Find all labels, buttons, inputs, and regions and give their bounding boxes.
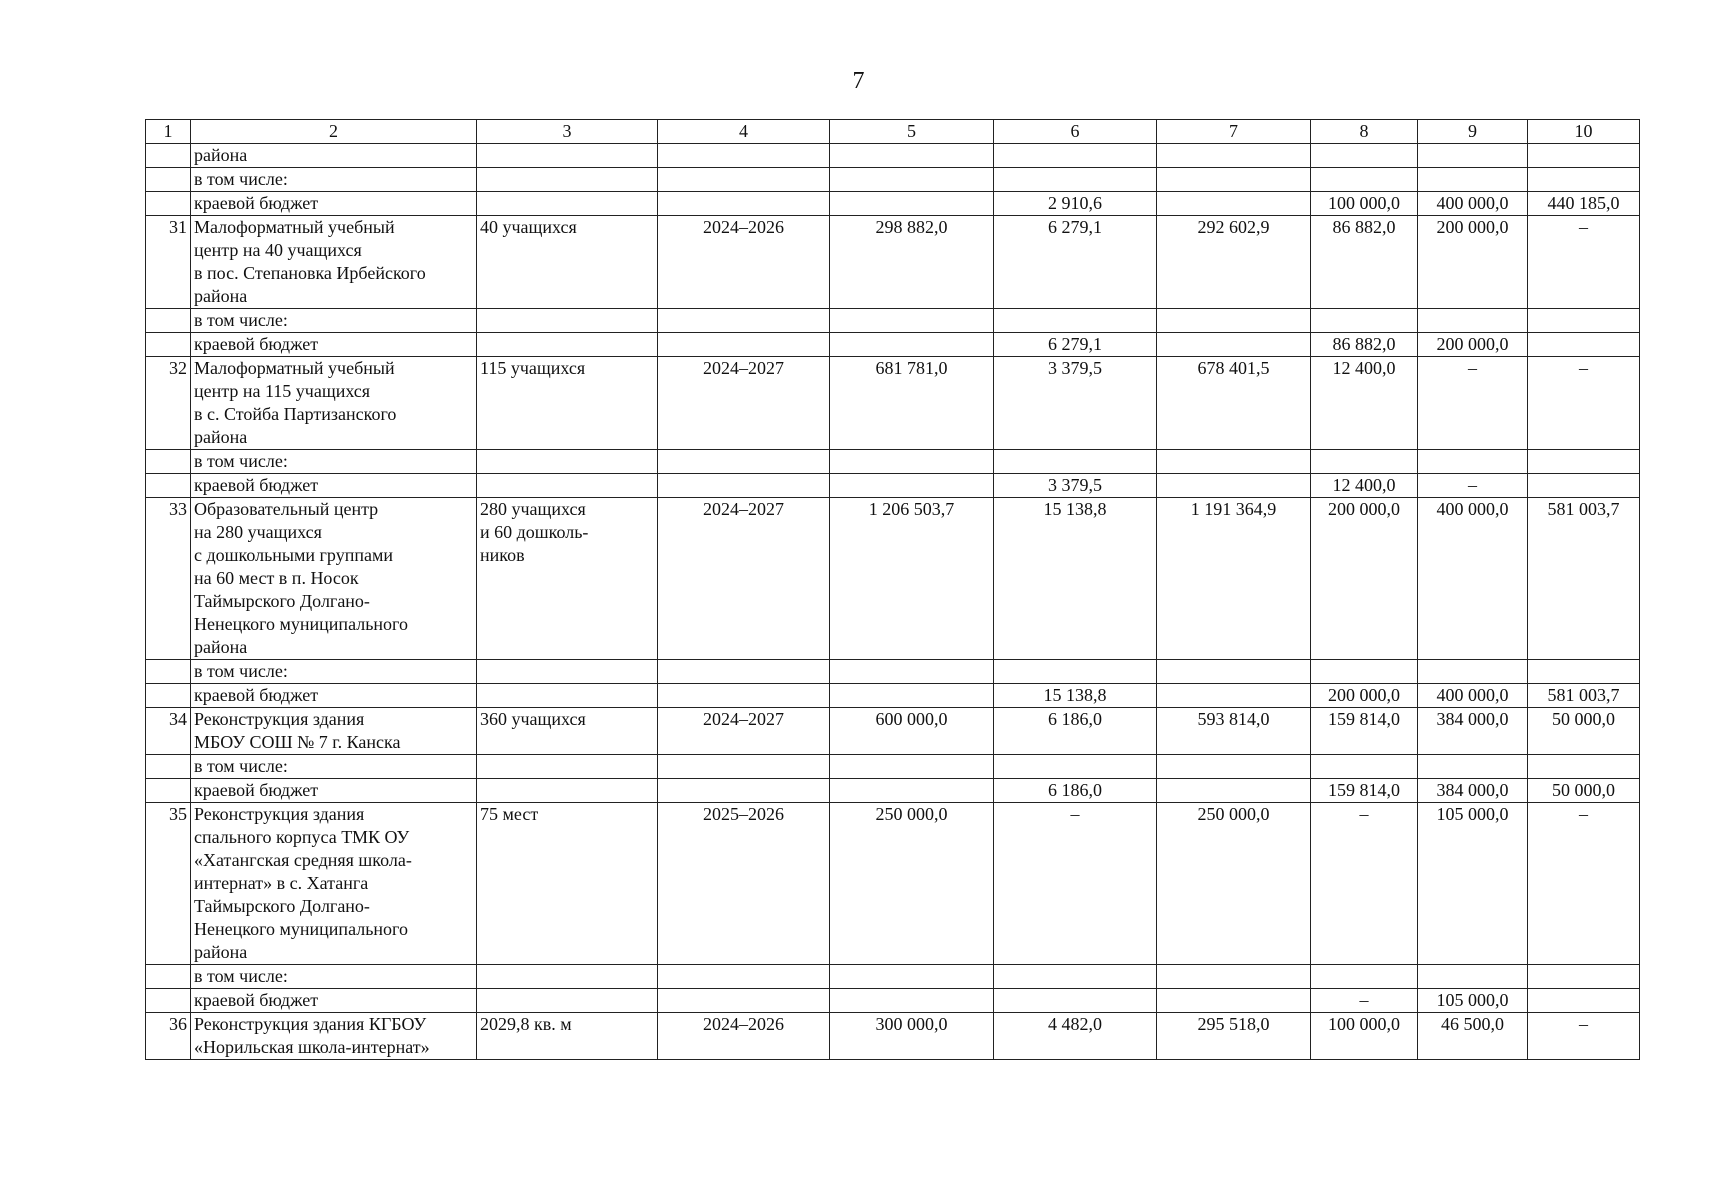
cell-capacity [477,474,658,498]
header-cell: 3 [477,120,658,144]
cell-row-number: 36 [146,1013,191,1060]
cell-capacity: 40 учащихся [477,216,658,309]
cell-remaining: 295 518,0 [1157,1013,1311,1060]
cell-capacity: 75 мест [477,803,658,965]
cell-remaining: 250 000,0 [1157,803,1311,965]
header-cell: 5 [830,120,994,144]
cell-capacity [477,144,658,168]
cell-year-2024: – [1311,803,1418,965]
cell-total-cost [830,309,994,333]
cell-object-name: в том числе: [191,755,477,779]
cell-row-number [146,309,191,333]
cell-object-name: краевой бюджет [191,684,477,708]
cell-remaining: 593 814,0 [1157,708,1311,755]
cell-capacity [477,684,658,708]
cell-total-cost: 298 882,0 [830,216,994,309]
cell-year-2026 [1528,989,1640,1013]
table-row [146,803,1640,965]
cell-year-2025 [1418,965,1528,989]
cell-capacity [477,450,658,474]
cell-period [658,474,830,498]
cell-object-name: Реконструкция здания КГБОУ «Норильская школа-интернат» [191,1013,477,1060]
cell-object-name: краевой бюджет [191,989,477,1013]
cell-capacity [477,192,658,216]
header-cell: 7 [1157,120,1311,144]
header-cell: 6 [994,120,1157,144]
cell-row-number [146,144,191,168]
cell-row-number [146,779,191,803]
cell-remaining [1157,168,1311,192]
table-row [146,333,1640,357]
cell-spent: 6 279,1 [994,333,1157,357]
cell-capacity [477,660,658,684]
cell-year-2025: – [1418,474,1528,498]
cell-total-cost [830,755,994,779]
table-row [146,474,1640,498]
cell-remaining [1157,309,1311,333]
cell-capacity: 115 учащихся [477,357,658,450]
cell-remaining [1157,144,1311,168]
cell-row-number: 31 [146,216,191,309]
table-row [146,989,1640,1013]
cell-remaining: 1 191 364,9 [1157,498,1311,660]
cell-total-cost [830,989,994,1013]
table-row [146,216,1640,309]
cell-year-2026: – [1528,216,1640,309]
cell-capacity [477,965,658,989]
cell-total-cost [830,684,994,708]
header-cell: 1 [146,120,191,144]
cell-period [658,755,830,779]
cell-object-name: Малоформатный учебный центр на 40 учащихся в пос. Степановка Ирбейского района [191,216,477,309]
cell-row-number [146,684,191,708]
cell-capacity [477,309,658,333]
cell-spent: 4 482,0 [994,1013,1157,1060]
cell-year-2025 [1418,309,1528,333]
cell-remaining [1157,333,1311,357]
cell-total-cost [830,168,994,192]
cell-spent: – [994,803,1157,965]
cell-year-2026 [1528,333,1640,357]
table-row [146,755,1640,779]
cell-object-name: краевой бюджет [191,333,477,357]
cell-row-number [146,989,191,1013]
cell-object-name: в том числе: [191,965,477,989]
cell-year-2025: 400 000,0 [1418,684,1528,708]
cell-period: 2025–2026 [658,803,830,965]
cell-spent [994,168,1157,192]
cell-year-2026: – [1528,357,1640,450]
table-body [146,120,1640,1060]
cell-row-number: 32 [146,357,191,450]
cell-year-2025: 384 000,0 [1418,779,1528,803]
cell-spent [994,965,1157,989]
cell-remaining: 678 401,5 [1157,357,1311,450]
cell-year-2025: 105 000,0 [1418,803,1528,965]
cell-remaining [1157,779,1311,803]
cell-period [658,965,830,989]
cell-row-number [146,192,191,216]
cell-year-2025 [1418,450,1528,474]
cell-total-cost [830,965,994,989]
cell-object-name: в том числе: [191,450,477,474]
table-row [146,660,1640,684]
cell-year-2025: 105 000,0 [1418,989,1528,1013]
cell-year-2026: – [1528,803,1640,965]
cell-spent [994,755,1157,779]
cell-period [658,309,830,333]
cell-year-2026: 50 000,0 [1528,779,1640,803]
cell-year-2025: 46 500,0 [1418,1013,1528,1060]
cell-year-2025 [1418,755,1528,779]
cell-period [658,660,830,684]
cell-period [658,168,830,192]
cell-year-2025: 400 000,0 [1418,192,1528,216]
cell-remaining [1157,474,1311,498]
cell-year-2024: 86 882,0 [1311,333,1418,357]
cell-capacity: 2029,8 кв. м [477,1013,658,1060]
cell-year-2024: 200 000,0 [1311,498,1418,660]
cell-total-cost [830,450,994,474]
cell-spent: 15 138,8 [994,684,1157,708]
cell-row-number [146,333,191,357]
cell-period: 2024–2027 [658,357,830,450]
cell-total-cost: 250 000,0 [830,803,994,965]
cell-year-2024 [1311,755,1418,779]
cell-object-name: Малоформатный учебный центр на 115 учащихся в с. Стойба Партизанского района [191,357,477,450]
cell-total-cost [830,333,994,357]
cell-capacity [477,168,658,192]
table-row [146,498,1640,660]
cell-total-cost: 600 000,0 [830,708,994,755]
cell-capacity: 360 учащихся [477,708,658,755]
header-cell: 4 [658,120,830,144]
cell-remaining [1157,660,1311,684]
cell-year-2025: 200 000,0 [1418,333,1528,357]
cell-remaining [1157,965,1311,989]
table-row [146,1013,1640,1060]
cell-year-2026: 581 003,7 [1528,498,1640,660]
cell-year-2025: 384 000,0 [1418,708,1528,755]
table-row [146,357,1640,450]
cell-year-2026: 581 003,7 [1528,684,1640,708]
cell-year-2026 [1528,660,1640,684]
cell-remaining [1157,684,1311,708]
cell-year-2024: 100 000,0 [1311,192,1418,216]
cell-row-number [146,660,191,684]
cell-spent [994,989,1157,1013]
cell-period: 2024–2026 [658,1013,830,1060]
cell-total-cost: 681 781,0 [830,357,994,450]
cell-year-2026 [1528,965,1640,989]
cell-year-2026 [1528,168,1640,192]
cell-row-number: 35 [146,803,191,965]
cell-year-2026 [1528,474,1640,498]
cell-total-cost [830,779,994,803]
cell-total-cost [830,144,994,168]
cell-period: 2024–2027 [658,708,830,755]
cell-year-2024 [1311,965,1418,989]
cell-year-2025: 400 000,0 [1418,498,1528,660]
header-row [146,120,1640,144]
cell-year-2026 [1528,450,1640,474]
cell-remaining [1157,755,1311,779]
cell-remaining [1157,192,1311,216]
cell-spent [994,309,1157,333]
header-cell: 2 [191,120,477,144]
table-row [146,168,1640,192]
cell-year-2026: – [1528,1013,1640,1060]
cell-object-name: района [191,144,477,168]
cell-year-2024 [1311,660,1418,684]
cell-period [658,450,830,474]
budget-table [145,119,1640,1060]
table-row [146,708,1640,755]
cell-remaining [1157,989,1311,1013]
cell-period [658,684,830,708]
cell-capacity [477,989,658,1013]
cell-year-2025 [1418,168,1528,192]
cell-spent: 2 910,6 [994,192,1157,216]
cell-row-number [146,755,191,779]
cell-year-2026 [1528,755,1640,779]
cell-year-2024: 200 000,0 [1311,684,1418,708]
cell-total-cost [830,660,994,684]
cell-year-2024 [1311,309,1418,333]
cell-spent: 3 379,5 [994,474,1157,498]
cell-remaining: 292 602,9 [1157,216,1311,309]
cell-period: 2024–2026 [658,216,830,309]
cell-period [658,192,830,216]
cell-row-number [146,474,191,498]
cell-year-2024: 100 000,0 [1311,1013,1418,1060]
cell-period [658,779,830,803]
cell-year-2026: 440 185,0 [1528,192,1640,216]
cell-object-name: Образовательный центр на 280 учащихся с дошкольными группами на 60 мест в п. Носок Таймырского Долгано- Ненецкого муниципального района [191,498,477,660]
cell-year-2026 [1528,309,1640,333]
header-cell: 9 [1418,120,1528,144]
cell-spent: 15 138,8 [994,498,1157,660]
cell-spent [994,450,1157,474]
table-row [146,309,1640,333]
cell-year-2024: 86 882,0 [1311,216,1418,309]
cell-spent [994,144,1157,168]
cell-object-name: краевой бюджет [191,474,477,498]
cell-object-name: в том числе: [191,168,477,192]
cell-object-name: Реконструкция здания спального корпуса ТМК ОУ «Хатангская средняя школа- интернат» в с. Хатанга Таймырского Долгано- Ненецкого муниципального района [191,803,477,965]
cell-object-name: в том числе: [191,309,477,333]
cell-year-2025: – [1418,357,1528,450]
cell-capacity [477,755,658,779]
header-cell: 10 [1528,120,1640,144]
table-row [146,684,1640,708]
cell-total-cost: 1 206 503,7 [830,498,994,660]
cell-year-2024: 12 400,0 [1311,357,1418,450]
cell-period [658,989,830,1013]
cell-spent [994,660,1157,684]
cell-year-2026 [1528,144,1640,168]
cell-spent: 6 279,1 [994,216,1157,309]
table-row [146,779,1640,803]
table-row [146,450,1640,474]
cell-row-number: 33 [146,498,191,660]
page-number: 7 [852,68,865,94]
cell-year-2024: 159 814,0 [1311,708,1418,755]
cell-period [658,144,830,168]
cell-row-number [146,965,191,989]
cell-year-2024: 159 814,0 [1311,779,1418,803]
cell-total-cost [830,474,994,498]
cell-object-name: краевой бюджет [191,779,477,803]
cell-year-2025 [1418,144,1528,168]
cell-object-name: Реконструкция здания МБОУ СОШ № 7 г. Канска [191,708,477,755]
cell-object-name: краевой бюджет [191,192,477,216]
cell-spent: 6 186,0 [994,779,1157,803]
cell-year-2024 [1311,450,1418,474]
cell-total-cost [830,192,994,216]
cell-year-2025: 200 000,0 [1418,216,1528,309]
cell-year-2026: 50 000,0 [1528,708,1640,755]
cell-row-number [146,168,191,192]
cell-spent: 6 186,0 [994,708,1157,755]
cell-capacity [477,333,658,357]
cell-total-cost: 300 000,0 [830,1013,994,1060]
cell-period: 2024–2027 [658,498,830,660]
table-row [146,144,1640,168]
cell-row-number: 34 [146,708,191,755]
cell-year-2024 [1311,168,1418,192]
header-cell: 8 [1311,120,1418,144]
cell-capacity: 280 учащихся и 60 дошколь- ников [477,498,658,660]
cell-spent: 3 379,5 [994,357,1157,450]
cell-remaining [1157,450,1311,474]
cell-year-2024 [1311,144,1418,168]
cell-year-2025 [1418,660,1528,684]
cell-capacity [477,779,658,803]
cell-year-2024: 12 400,0 [1311,474,1418,498]
cell-period [658,333,830,357]
table-row [146,192,1640,216]
cell-row-number [146,450,191,474]
cell-object-name: в том числе: [191,660,477,684]
cell-year-2024: – [1311,989,1418,1013]
table-row [146,965,1640,989]
